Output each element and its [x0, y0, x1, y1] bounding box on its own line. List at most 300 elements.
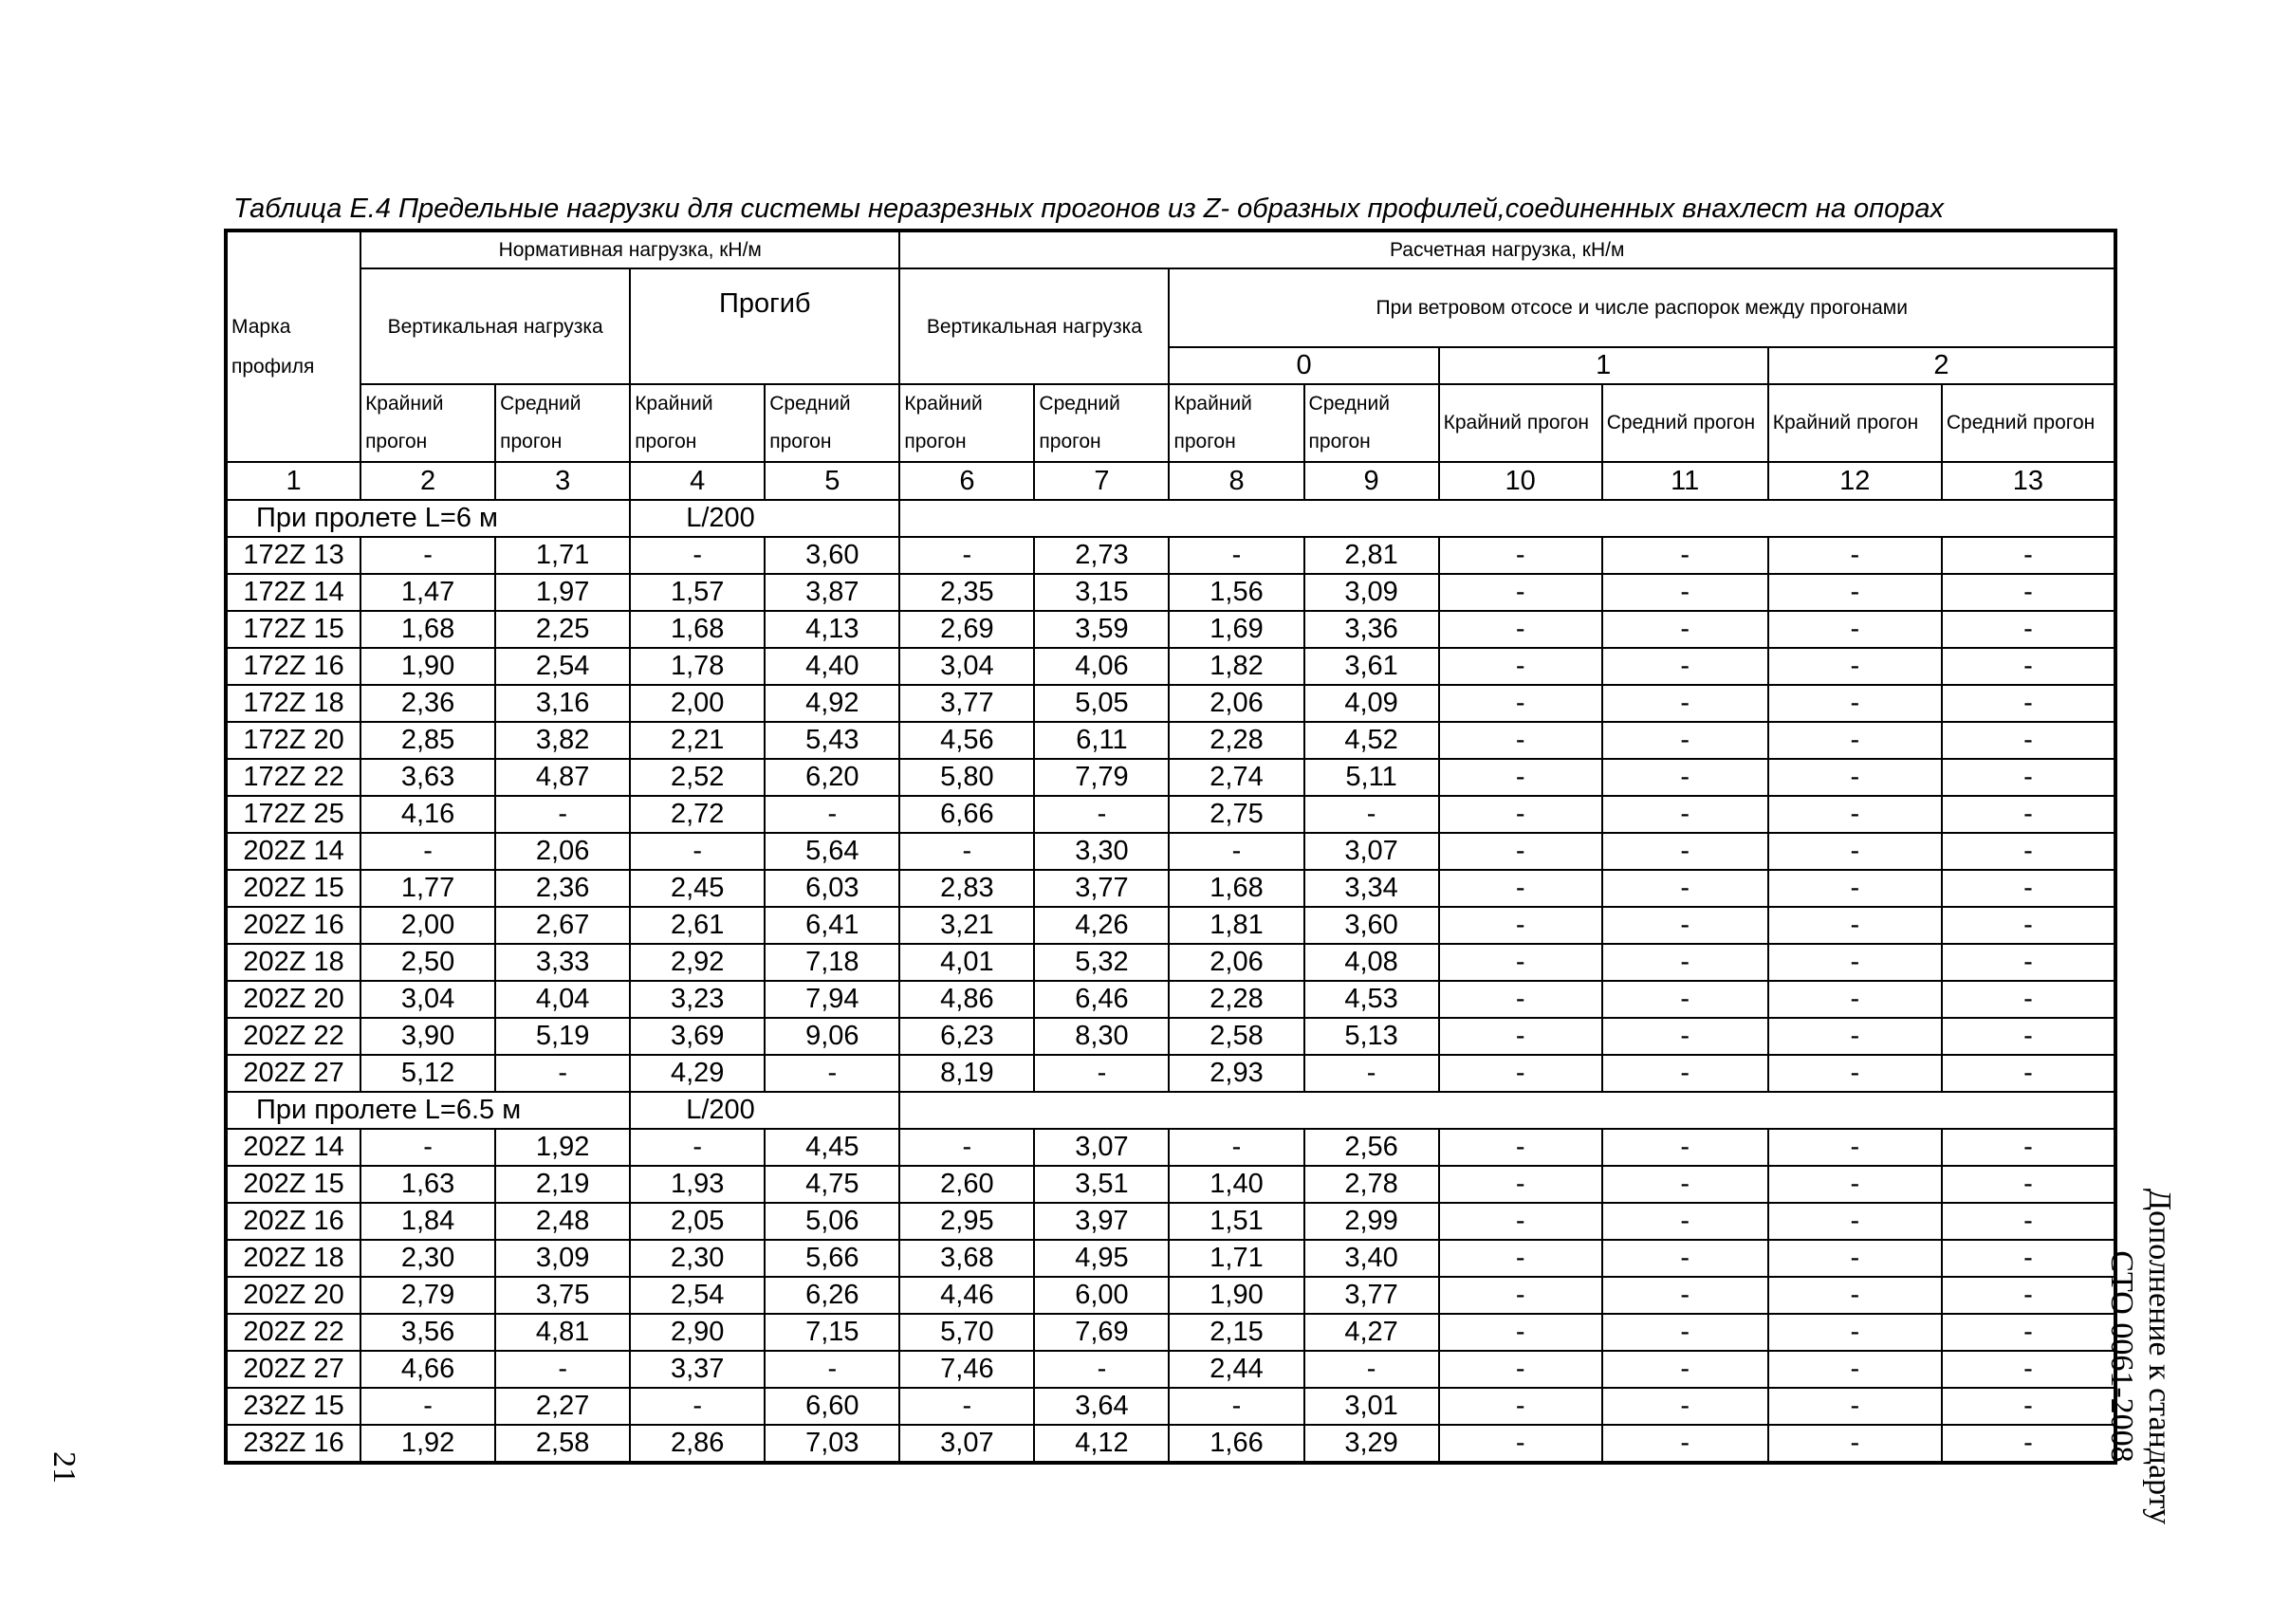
load-value-cell: 4,01 — [899, 944, 1034, 981]
section-deflection-limit: L/200 — [630, 500, 899, 537]
load-value-cell: 5,19 — [495, 1018, 630, 1055]
load-value-cell: 1,92 — [360, 1425, 495, 1463]
profile-mark-cell: 232Z 15 — [226, 1388, 360, 1425]
load-value-cell: - — [1768, 611, 1942, 648]
load-value-cell: 3,82 — [495, 722, 630, 759]
column-number: 10 — [1439, 462, 1602, 500]
side-title-line-2: СТО 0061-2008 — [2104, 1250, 2139, 1463]
load-value-cell: - — [1942, 1203, 2115, 1240]
load-value-cell: 6,66 — [899, 796, 1034, 833]
column-number: 9 — [1304, 462, 1439, 500]
load-value-cell: - — [360, 1129, 495, 1166]
table-row — [226, 722, 2115, 759]
load-value-cell: 2,50 — [360, 944, 495, 981]
column-number: 12 — [1768, 462, 1942, 500]
column-number-row — [226, 462, 2115, 500]
load-value-cell: 2,78 — [1304, 1166, 1439, 1203]
load-value-cell: 2,45 — [630, 870, 765, 907]
load-value-cell: 2,69 — [899, 611, 1034, 648]
profile-mark-cell: 172Z 14 — [226, 574, 360, 611]
load-value-cell: - — [1942, 722, 2115, 759]
load-value-cell: - — [1602, 537, 1768, 574]
load-value-cell: - — [1768, 1129, 1942, 1166]
load-value-cell: 3,40 — [1304, 1240, 1439, 1277]
load-value-cell: - — [630, 833, 765, 870]
profile-mark-cell: 202Z 14 — [226, 1129, 360, 1166]
load-value-cell: 2,30 — [360, 1240, 495, 1277]
header-middle-span: Средний прогон — [1034, 384, 1169, 462]
load-value-cell: 2,28 — [1169, 981, 1303, 1018]
column-number: 8 — [1169, 462, 1303, 500]
load-value-cell: - — [1602, 1351, 1768, 1388]
load-value-cell: 9,06 — [765, 1018, 899, 1055]
load-value-cell: 2,75 — [1169, 796, 1303, 833]
load-value-cell: 4,16 — [360, 796, 495, 833]
load-value-cell: 1,40 — [1169, 1166, 1303, 1203]
load-value-cell: 4,87 — [495, 759, 630, 796]
load-value-cell: - — [1942, 1129, 2115, 1166]
table-row — [226, 1166, 2115, 1203]
load-value-cell: 3,21 — [899, 907, 1034, 944]
load-value-cell: 7,15 — [765, 1314, 899, 1351]
load-value-cell: - — [1439, 1425, 1602, 1463]
load-value-cell: - — [1602, 648, 1768, 685]
load-value-cell: 2,00 — [630, 685, 765, 722]
load-value-cell: 1,97 — [495, 574, 630, 611]
profile-mark-cell: 172Z 20 — [226, 722, 360, 759]
load-value-cell: 5,64 — [765, 833, 899, 870]
section-header-row — [226, 500, 2115, 537]
load-value-cell: - — [1768, 537, 1942, 574]
load-value-cell: 5,80 — [899, 759, 1034, 796]
side-title-line-1: Дополнение к стандарту — [2142, 1188, 2177, 1525]
load-value-cell: 3,69 — [630, 1018, 765, 1055]
load-value-cell: 3,59 — [1034, 611, 1169, 648]
load-value-cell: - — [899, 537, 1034, 574]
load-value-cell: 2,28 — [1169, 722, 1303, 759]
load-value-cell: - — [1602, 944, 1768, 981]
load-value-cell: 4,04 — [495, 981, 630, 1018]
load-value-cell: 7,03 — [765, 1425, 899, 1463]
section-deflection-limit: L/200 — [630, 1092, 899, 1129]
load-value-cell: 5,06 — [765, 1203, 899, 1240]
load-value-cell: 2,86 — [630, 1425, 765, 1463]
column-number: 13 — [1942, 462, 2115, 500]
header-vertical-load-normative: Вертикальная нагрузка — [360, 268, 630, 384]
load-value-cell: - — [630, 1388, 765, 1425]
load-value-cell: - — [1942, 537, 2115, 574]
load-value-cell: - — [1768, 722, 1942, 759]
load-value-cell: 4,45 — [765, 1129, 899, 1166]
load-value-cell: 2,54 — [630, 1277, 765, 1314]
load-value-cell: - — [1768, 1388, 1942, 1425]
header-wind-suction: При ветровом отсосе и числе распорок между прогонами — [1169, 268, 2115, 347]
table-row — [226, 759, 2115, 796]
load-value-cell: 4,86 — [899, 981, 1034, 1018]
load-value-cell: - — [899, 1129, 1034, 1166]
load-value-cell: 2,67 — [495, 907, 630, 944]
load-value-cell: 7,69 — [1034, 1314, 1169, 1351]
load-value-cell: - — [1602, 1314, 1768, 1351]
load-value-cell: 3,33 — [495, 944, 630, 981]
page-number: 21 — [46, 1451, 82, 1484]
header-braces-2: 2 — [1768, 347, 2115, 384]
load-value-cell: - — [1768, 1351, 1942, 1388]
table-row — [226, 1240, 2115, 1277]
profile-mark-cell: 232Z 16 — [226, 1425, 360, 1463]
load-value-cell: 3,15 — [1034, 574, 1169, 611]
section-empty-cell — [899, 1092, 2115, 1129]
load-value-cell: 2,27 — [495, 1388, 630, 1425]
load-value-cell: - — [1602, 722, 1768, 759]
load-value-cell: 2,60 — [899, 1166, 1034, 1203]
load-value-cell: 3,75 — [495, 1277, 630, 1314]
load-value-cell: 7,46 — [899, 1351, 1034, 1388]
header-normative-load: Нормативная нагрузка, кН/м — [360, 231, 899, 268]
header-outer-span: Крайний прогон — [1768, 384, 1942, 462]
load-value-cell: - — [1602, 1277, 1768, 1314]
load-value-cell: - — [495, 796, 630, 833]
load-value-cell: 4,66 — [360, 1351, 495, 1388]
load-table-container — [224, 229, 2117, 1465]
section-span-label: При пролете L=6.5 м — [226, 1092, 630, 1129]
load-value-cell: 2,36 — [360, 685, 495, 722]
load-value-cell: 4,40 — [765, 648, 899, 685]
load-value-cell: 2,25 — [495, 611, 630, 648]
load-value-cell: - — [1942, 796, 2115, 833]
load-value-cell: 2,95 — [899, 1203, 1034, 1240]
load-value-cell: - — [1439, 1055, 1602, 1092]
load-value-cell: 6,41 — [765, 907, 899, 944]
load-value-cell: 1,68 — [360, 611, 495, 648]
table-row — [226, 1351, 2115, 1388]
load-value-cell: 4,09 — [1304, 685, 1439, 722]
load-value-cell: - — [1439, 722, 1602, 759]
load-value-cell: - — [360, 537, 495, 574]
load-value-cell: - — [1768, 759, 1942, 796]
load-value-cell: - — [1768, 907, 1942, 944]
load-value-cell: 4,26 — [1034, 907, 1169, 944]
load-value-cell: - — [1439, 759, 1602, 796]
table-row — [226, 611, 2115, 648]
load-value-cell: - — [1768, 1425, 1942, 1463]
load-value-cell: - — [1942, 907, 2115, 944]
load-value-cell: - — [1034, 1055, 1169, 1092]
table-body — [226, 231, 2115, 1463]
table-row — [226, 1425, 2115, 1463]
load-value-cell: 3,04 — [360, 981, 495, 1018]
table-row — [226, 648, 2115, 685]
load-value-cell: - — [1942, 1055, 2115, 1092]
load-value-cell: - — [1942, 1240, 2115, 1277]
load-value-cell: - — [1304, 1351, 1439, 1388]
load-value-cell: - — [1768, 1277, 1942, 1314]
load-value-cell: 4,81 — [495, 1314, 630, 1351]
table-row — [226, 1018, 2115, 1055]
load-value-cell: - — [360, 833, 495, 870]
load-value-cell: 1,93 — [630, 1166, 765, 1203]
table-row — [226, 981, 2115, 1018]
side-title — [2102, 1129, 2178, 1584]
load-value-cell: - — [1439, 1314, 1602, 1351]
load-value-cell: - — [1439, 1240, 1602, 1277]
load-value-cell: 7,18 — [765, 944, 899, 981]
load-value-cell: - — [1602, 796, 1768, 833]
load-value-cell: 3,56 — [360, 1314, 495, 1351]
load-value-cell: 4,08 — [1304, 944, 1439, 981]
load-value-cell: 6,20 — [765, 759, 899, 796]
load-value-cell: 6,46 — [1034, 981, 1169, 1018]
load-value-cell: 1,47 — [360, 574, 495, 611]
section-span-label: При пролете L=6 м — [226, 500, 630, 537]
load-value-cell: 2,83 — [899, 870, 1034, 907]
load-value-cell: 1,71 — [495, 537, 630, 574]
load-value-cell: 6,60 — [765, 1388, 899, 1425]
load-value-cell: - — [1768, 870, 1942, 907]
load-value-cell: - — [1942, 1425, 2115, 1463]
load-value-cell: 1,84 — [360, 1203, 495, 1240]
load-value-cell: 6,23 — [899, 1018, 1034, 1055]
load-value-cell: - — [1602, 1240, 1768, 1277]
header-middle-span: Средний прогон — [495, 384, 630, 462]
load-value-cell: 2,79 — [360, 1277, 495, 1314]
load-value-cell: 3,90 — [360, 1018, 495, 1055]
profile-mark-cell: 202Z 22 — [226, 1314, 360, 1351]
load-value-cell: - — [1602, 1203, 1768, 1240]
load-value-cell: - — [1602, 907, 1768, 944]
load-value-cell: - — [1602, 870, 1768, 907]
load-value-cell: 1,69 — [1169, 611, 1303, 648]
load-value-cell: 6,03 — [765, 870, 899, 907]
profile-mark-cell: 202Z 18 — [226, 944, 360, 981]
load-value-cell: - — [1169, 537, 1303, 574]
load-value-cell: - — [1768, 833, 1942, 870]
load-value-cell: - — [1768, 1240, 1942, 1277]
load-value-cell: - — [1768, 1055, 1942, 1092]
load-value-cell: 5,11 — [1304, 759, 1439, 796]
load-value-cell: - — [1768, 981, 1942, 1018]
load-value-cell: - — [1942, 1314, 2115, 1351]
column-number: 1 — [226, 462, 360, 500]
load-value-cell: 2,72 — [630, 796, 765, 833]
section-header-row — [226, 1092, 2115, 1129]
load-value-cell: 2,36 — [495, 870, 630, 907]
load-value-cell: - — [1439, 796, 1602, 833]
load-value-cell: - — [1439, 648, 1602, 685]
header-deflection: Прогиб — [630, 268, 899, 384]
load-value-cell: 3,29 — [1304, 1425, 1439, 1463]
load-value-cell: 5,13 — [1304, 1018, 1439, 1055]
load-value-cell: - — [1602, 1055, 1768, 1092]
header-profile-mark: Марка профиля — [226, 231, 360, 462]
load-value-cell: 4,06 — [1034, 648, 1169, 685]
load-value-cell: - — [1439, 907, 1602, 944]
header-outer-span: Крайний прогон — [1169, 384, 1303, 462]
load-value-cell: 1,66 — [1169, 1425, 1303, 1463]
load-value-cell: - — [1768, 648, 1942, 685]
load-value-cell: 3,23 — [630, 981, 765, 1018]
profile-mark-cell: 172Z 22 — [226, 759, 360, 796]
load-value-cell: - — [1942, 833, 2115, 870]
load-value-cell: 3,16 — [495, 685, 630, 722]
load-value-cell: 2,90 — [630, 1314, 765, 1351]
header-design-load: Расчетная нагрузка, кН/м — [899, 231, 2115, 268]
load-value-cell: 4,13 — [765, 611, 899, 648]
load-value-cell: 3,77 — [1304, 1277, 1439, 1314]
load-value-cell: - — [1768, 1314, 1942, 1351]
table-row — [226, 833, 2115, 870]
load-value-cell: 5,32 — [1034, 944, 1169, 981]
load-value-cell: 5,05 — [1034, 685, 1169, 722]
table-row — [226, 1388, 2115, 1425]
load-value-cell: 3,07 — [1304, 833, 1439, 870]
load-value-cell: - — [1602, 759, 1768, 796]
load-value-cell: 3,61 — [1304, 648, 1439, 685]
table-row — [226, 870, 2115, 907]
load-value-cell: 3,87 — [765, 574, 899, 611]
load-value-cell: 4,56 — [899, 722, 1034, 759]
header-vertical-load-design: Вертикальная нагрузка — [899, 268, 1169, 384]
load-value-cell: - — [1439, 1129, 1602, 1166]
load-value-cell: - — [1942, 648, 2115, 685]
load-value-cell: 1,77 — [360, 870, 495, 907]
load-value-cell: 2,93 — [1169, 1055, 1303, 1092]
load-value-cell: - — [1439, 944, 1602, 981]
load-value-cell: - — [765, 1055, 899, 1092]
load-value-cell: - — [1602, 611, 1768, 648]
table-row — [226, 537, 2115, 574]
load-value-cell: - — [1439, 1166, 1602, 1203]
profile-mark-cell: 172Z 13 — [226, 537, 360, 574]
load-value-cell: 3,04 — [899, 648, 1034, 685]
load-value-cell: 4,92 — [765, 685, 899, 722]
load-value-cell: 3,63 — [360, 759, 495, 796]
span-type-row — [226, 384, 2115, 462]
load-value-cell: 1,82 — [1169, 648, 1303, 685]
column-number: 4 — [630, 462, 765, 500]
load-value-cell: 2,19 — [495, 1166, 630, 1203]
profile-mark-cell: 172Z 16 — [226, 648, 360, 685]
load-value-cell: 2,15 — [1169, 1314, 1303, 1351]
load-value-cell: 2,00 — [360, 907, 495, 944]
load-value-cell: - — [1602, 1388, 1768, 1425]
table-row — [226, 944, 2115, 981]
load-value-cell: 4,53 — [1304, 981, 1439, 1018]
column-number: 7 — [1034, 462, 1169, 500]
load-value-cell: 3,09 — [1304, 574, 1439, 611]
load-value-cell: - — [1602, 833, 1768, 870]
load-value-cell: - — [1034, 1351, 1169, 1388]
load-value-cell: 2,85 — [360, 722, 495, 759]
table-row — [226, 1129, 2115, 1166]
load-value-cell: - — [1439, 1018, 1602, 1055]
load-value-cell: 5,12 — [360, 1055, 495, 1092]
load-value-cell: 3,36 — [1304, 611, 1439, 648]
load-value-cell: - — [1942, 759, 2115, 796]
load-value-cell: 1,90 — [360, 648, 495, 685]
load-value-cell: - — [765, 796, 899, 833]
load-value-cell: 2,74 — [1169, 759, 1303, 796]
load-value-cell: - — [1602, 1129, 1768, 1166]
load-value-cell: 2,21 — [630, 722, 765, 759]
load-value-cell: - — [1942, 1388, 2115, 1425]
profile-mark-cell: 202Z 20 — [226, 981, 360, 1018]
load-value-cell: - — [630, 537, 765, 574]
load-value-cell: - — [1602, 685, 1768, 722]
load-value-cell: - — [1768, 574, 1942, 611]
load-value-cell: - — [1942, 574, 2115, 611]
profile-mark-cell: 172Z 18 — [226, 685, 360, 722]
load-value-cell: 1,51 — [1169, 1203, 1303, 1240]
load-value-cell: 7,94 — [765, 981, 899, 1018]
load-value-cell: 6,00 — [1034, 1277, 1169, 1314]
load-value-cell: 2,99 — [1304, 1203, 1439, 1240]
table-row — [226, 574, 2115, 611]
load-value-cell: - — [1034, 796, 1169, 833]
table-row — [226, 685, 2115, 722]
load-value-cell: 1,92 — [495, 1129, 630, 1166]
load-value-cell: - — [360, 1388, 495, 1425]
load-value-cell: 2,54 — [495, 648, 630, 685]
section-empty-cell — [899, 500, 2115, 537]
load-value-cell: 2,06 — [495, 833, 630, 870]
load-value-cell: - — [1942, 944, 2115, 981]
load-value-cell: 1,81 — [1169, 907, 1303, 944]
load-value-cell: 1,57 — [630, 574, 765, 611]
load-value-cell: 2,30 — [630, 1240, 765, 1277]
load-value-cell: 2,92 — [630, 944, 765, 981]
load-value-cell: 4,27 — [1304, 1314, 1439, 1351]
header-middle-span: Средний прогон — [1304, 384, 1439, 462]
profile-mark-cell: 202Z 15 — [226, 1166, 360, 1203]
load-value-cell: 1,68 — [630, 611, 765, 648]
load-value-cell: - — [630, 1129, 765, 1166]
table-row — [226, 1203, 2115, 1240]
load-value-cell: - — [899, 833, 1034, 870]
load-value-cell: 2,06 — [1169, 685, 1303, 722]
load-value-cell: 1,68 — [1169, 870, 1303, 907]
load-value-cell: 3,37 — [630, 1351, 765, 1388]
load-value-cell: 6,26 — [765, 1277, 899, 1314]
load-value-cell: 3,51 — [1034, 1166, 1169, 1203]
header-outer-span: Крайний прогон — [360, 384, 495, 462]
load-value-cell: - — [1768, 1203, 1942, 1240]
load-value-cell: - — [1439, 685, 1602, 722]
load-value-cell: 1,63 — [360, 1166, 495, 1203]
load-value-cell: 4,46 — [899, 1277, 1034, 1314]
header-outer-span: Крайний прогон — [1439, 384, 1602, 462]
load-value-cell: 1,56 — [1169, 574, 1303, 611]
load-value-cell: - — [1602, 1018, 1768, 1055]
load-value-cell: 3,07 — [899, 1425, 1034, 1463]
load-value-cell: - — [1602, 981, 1768, 1018]
load-value-cell: 2,61 — [630, 907, 765, 944]
load-value-cell: - — [1169, 1129, 1303, 1166]
load-value-cell: 2,05 — [630, 1203, 765, 1240]
column-number: 11 — [1602, 462, 1768, 500]
load-value-cell: - — [1942, 1166, 2115, 1203]
load-value-cell: 3,07 — [1034, 1129, 1169, 1166]
load-value-cell: - — [1439, 1388, 1602, 1425]
load-value-cell: - — [1439, 833, 1602, 870]
column-number: 6 — [899, 462, 1034, 500]
load-value-cell: 5,66 — [765, 1240, 899, 1277]
header-middle-span: Средний прогон — [765, 384, 899, 462]
profile-mark-cell: 202Z 16 — [226, 1203, 360, 1240]
profile-mark-cell: 202Z 18 — [226, 1240, 360, 1277]
profile-mark-cell: 202Z 16 — [226, 907, 360, 944]
table-row — [226, 1314, 2115, 1351]
